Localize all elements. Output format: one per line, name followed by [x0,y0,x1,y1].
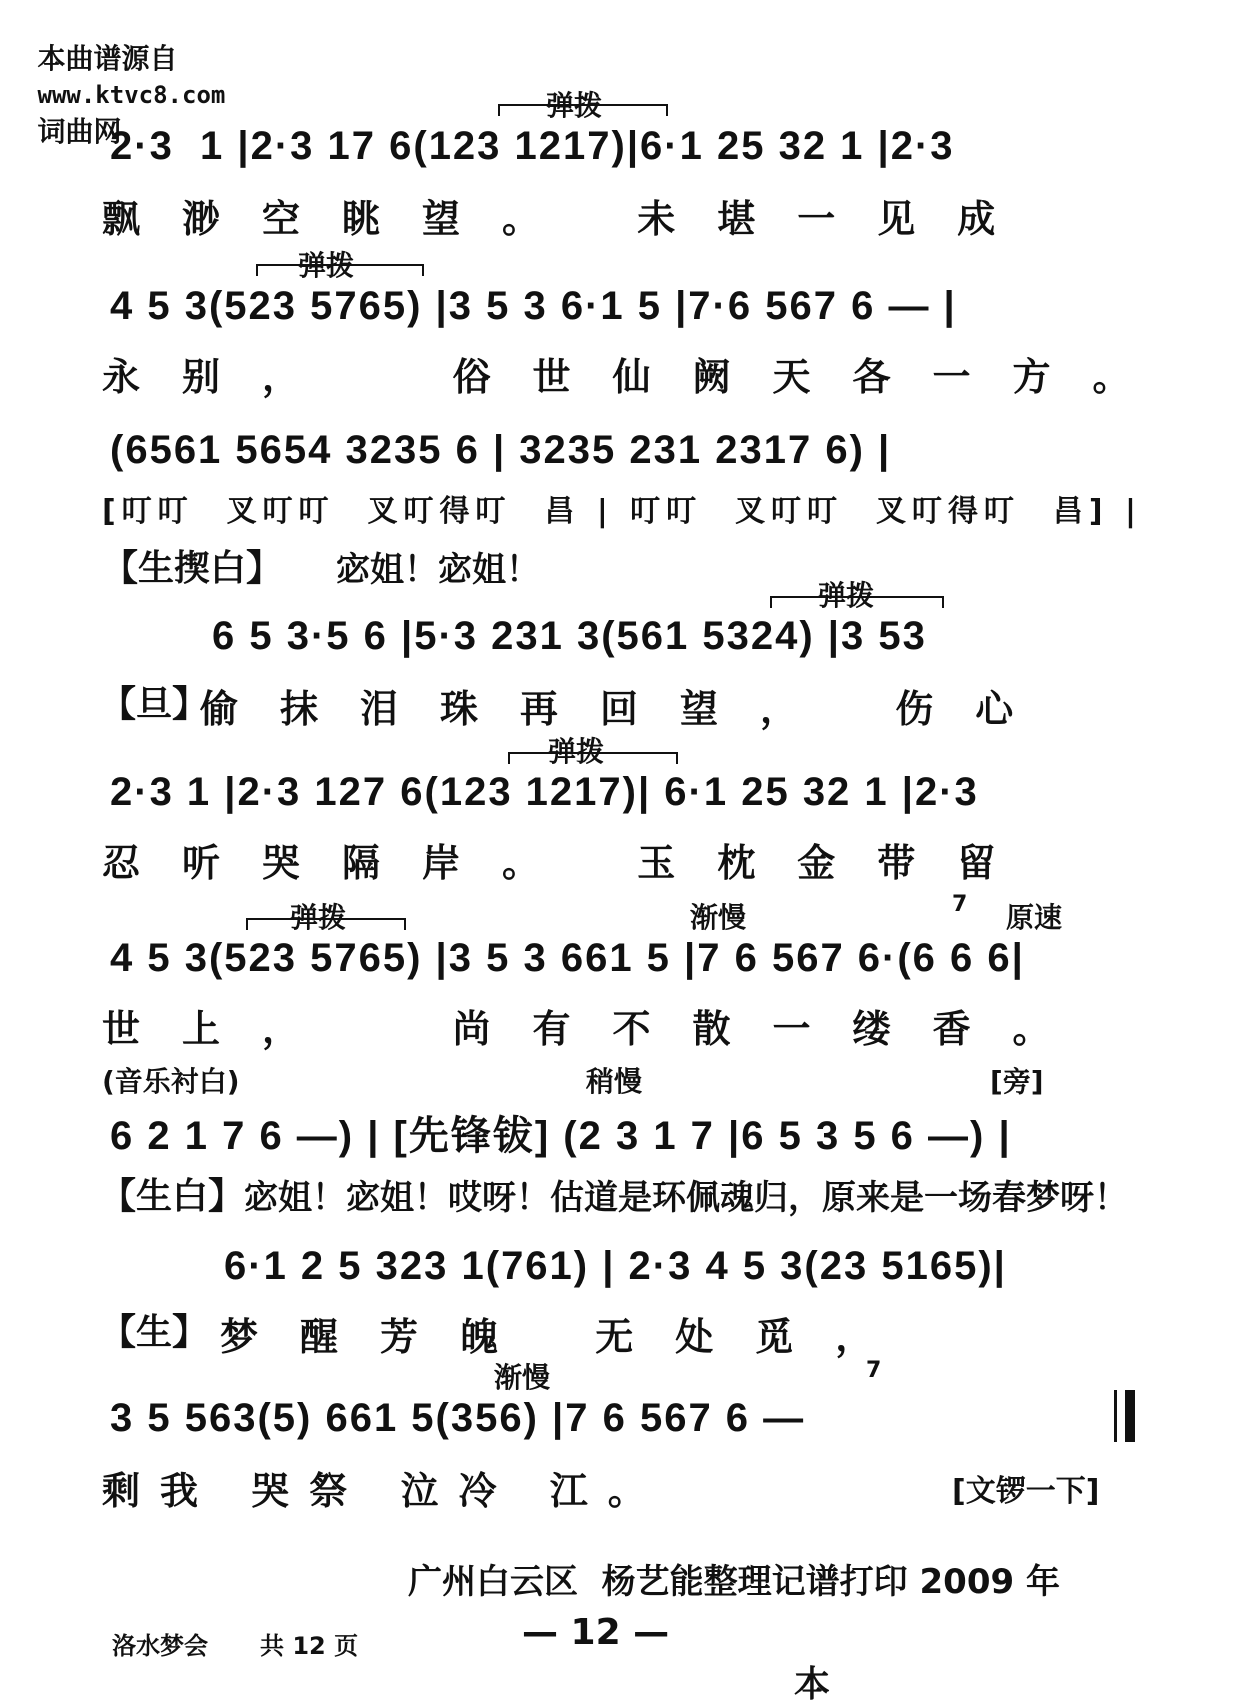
tempo-mark: 渐慢 [494,1361,551,1394]
notation-line: 4 5 3(523 5765) |3 5 3 661 5 |7 6 567 6·(6 6 6| [110,936,1025,980]
lyric-line: 飘渺空眺望。 未堪一见成 [102,196,1038,241]
lyric-line: 世上， 尚有不散一缕香。 [102,1006,1093,1051]
notation-line: 4 5 3(523 5765) |3 5 3 6·1 5 |7·6 567 6 — | [110,284,957,328]
tempo-mark: 稍慢 [586,1065,643,1098]
spoken-line: 宓姐！宓姐！ [336,550,540,590]
stamp-fragment: 本 [794,1664,831,1705]
banner-suffix: 词曲网 [37,115,122,148]
bracket-label: 弹拨 [546,89,603,122]
lyric-line: 梦醒芳魄 无处觅， [220,1314,916,1359]
notation-line: 6 5 3·5 6 |5·3 231 3(561 5324) |3 53 [212,614,927,658]
final-barline [1114,1390,1139,1442]
role-label: 【生揳白】 [102,548,283,589]
breath-mark: 7 [952,892,968,917]
role-label: 【旦】 [100,684,209,725]
role-label: 【生】 [100,1312,209,1353]
notation-line: 6 2 1 7 6 —) | [先锋钹] (2 3 1 7 |6 5 3 5 6 —) | [110,1114,1012,1158]
credit-line: 广州白云区 杨艺能整理记谱打印 2009 年 [408,1562,1060,1602]
bracket-label: 弹拨 [290,901,347,934]
spoken-line: 宓姐！宓姐！哎呀！估道是环佩魂归，原来是一场春梦呀！ [244,1178,1128,1218]
lyric-line: 忍听哭隔岸。 玉枕金带留 [102,840,1038,885]
bracket-label: 弹拨 [548,735,605,768]
lyric-line: 永别， 俗世仙阙天各一方。 [102,354,1173,399]
footer-pages: 共 12 页 [260,1632,359,1660]
breath-mark: 7 [866,1358,882,1383]
notation-line: 3 5 563(5) 661 5(356) |7 6 567 6 — [110,1396,806,1440]
notation-line: 2·3 1 |2·3 127 6(123 1217)| 6·1 25 32 1 |2·3 [110,770,979,814]
bracket-label: 弹拨 [818,579,875,612]
banner-url[interactable]: www.ktvc8.com [37,81,226,109]
footer-title: 洛水梦会 [112,1632,208,1660]
bracket-label: 弹拨 [298,249,355,282]
notation-line: 6·1 2 5 323 1(761) | 2·3 4 5 3(23 5165)| [224,1244,1007,1288]
tempo-mark: 原速 [1006,901,1063,934]
page-number: — 12 — [522,1612,670,1653]
ending-mark: [文锣一下] [952,1474,1100,1509]
interlude-notation: (6561 5654 3235 6 | 3235 231 2317 6) | [110,428,892,472]
notation-line: 2·3 1 |2·3 17 6(123 1217)|6·1 25 32 1 |2·3 [110,124,955,168]
section-label: (音乐衬白) [102,1065,240,1098]
banner-prefix: 本曲谱源自 [37,42,178,75]
aside-mark: [旁] [990,1065,1044,1098]
lyric-line: 剩我 哭祭 泣冷 江。 [102,1468,666,1513]
lyric-line: 偷抹泪珠再回望， 伤心 [200,686,1056,731]
percussion-line: [叮叮 叉叮叮 叉叮得叮 昌 | 叮叮 叉叮叮 叉叮得叮 昌] | [102,494,1143,529]
tempo-mark: 渐慢 [690,901,747,934]
role-label: 【生白】 [100,1176,245,1217]
